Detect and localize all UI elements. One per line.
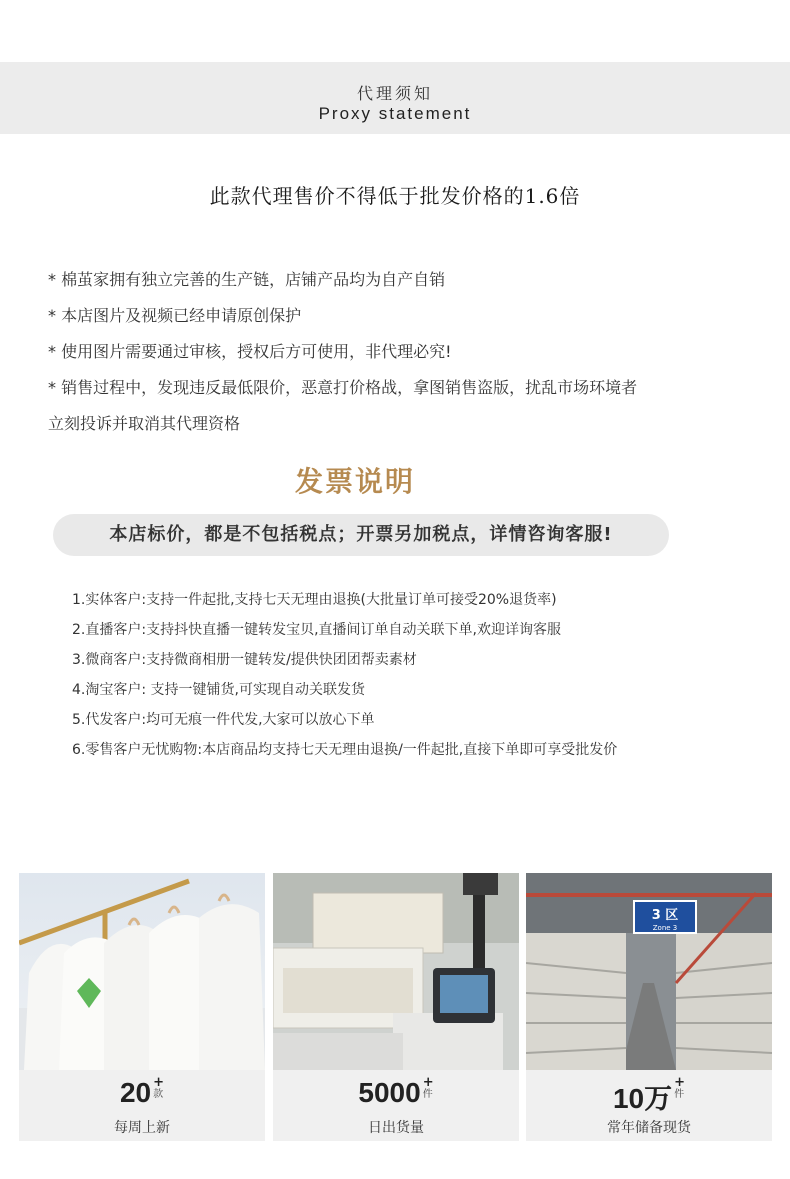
- policy-item: 1.实体客户:支持一件起批,支持七天无理由退换(大批量订单可接受20%退货率): [72, 592, 557, 608]
- warehouse-photo: [526, 873, 772, 1070]
- zone-sign-sub: Zone 3: [652, 924, 678, 932]
- stat-label: 常年储备现货: [607, 1120, 691, 1136]
- policy-item: 4.淘宝客户: 支持一键铺货,可实现自动关联发货: [72, 682, 365, 698]
- stat-unit: 件: [674, 1089, 685, 1100]
- invoice-title: 发票说明: [294, 465, 415, 498]
- stat-plus: +: [674, 1075, 686, 1090]
- note-line: * 销售过程中，发现违反最低限价，恶意打价格战，拿图销售盗版，扰乱市场环境者: [48, 378, 638, 397]
- policy-item: 6.零售客户无忧购物:本店商品均支持七天无理由退换/一件起批,直接下单即可享受批发价: [72, 742, 618, 758]
- price-rule-text: 此款代理售价不得低于批发价格的1.6倍: [209, 184, 581, 208]
- note-line: * 使用图片需要通过审核，授权后方可使用，非代理必究!: [48, 342, 452, 361]
- stat-value: [273, 1077, 519, 1109]
- stat-value: [526, 1077, 772, 1117]
- stat-number: 5000: [358, 1077, 421, 1108]
- header-title-cn: 代理须知: [356, 84, 433, 103]
- stat-plus: +: [422, 1075, 434, 1090]
- stat-plus: +: [153, 1075, 165, 1090]
- stat-card-stock-reserve: [526, 873, 772, 1141]
- stat-number: 10万: [612, 1083, 673, 1114]
- policy-item: 2.直播客户:支持抖快直播一键转发宝贝,直播间订单自动关联下单,欢迎详询客服: [72, 622, 561, 638]
- stat-unit: 件: [422, 1089, 433, 1100]
- stat-unit: 款: [153, 1089, 164, 1100]
- stat-label: 每周上新: [114, 1120, 170, 1136]
- note-line: * 棉茧家拥有独立完善的生产链，店铺产品均为自产自销: [48, 270, 446, 289]
- tax-note-pill: 本店标价，都是不包括税点；开票另加税点，详情咨询客服!: [53, 514, 669, 556]
- zone-sign-main: 3 区: [651, 908, 679, 923]
- stat-card-new-arrivals: [19, 873, 265, 1141]
- stat-number: 20: [119, 1077, 152, 1108]
- note-line: * 本店图片及视频已经申请原创保护: [48, 306, 302, 325]
- stat-value: [19, 1077, 265, 1109]
- agent-notes: [48, 262, 758, 442]
- policy-item: 5.代发客户:均可无痕一件代发,大家可以放心下单: [72, 712, 375, 728]
- policy-item: 3.微商客户:支持微商相册一键转发/提供快团团帮卖素材: [72, 652, 417, 668]
- note-line: 立刻投诉并取消其代理资格: [48, 414, 241, 433]
- stats-cards: [19, 873, 772, 1141]
- stat-label: 日出货量: [368, 1120, 424, 1136]
- stat-card-daily-shipments: [273, 873, 519, 1141]
- shirts-rack-photo: [19, 873, 265, 1070]
- header-banner: [0, 62, 790, 134]
- header-title-en: Proxy statement: [318, 104, 472, 123]
- packing-station-photo: [273, 873, 519, 1070]
- customer-policy-list: [72, 585, 617, 765]
